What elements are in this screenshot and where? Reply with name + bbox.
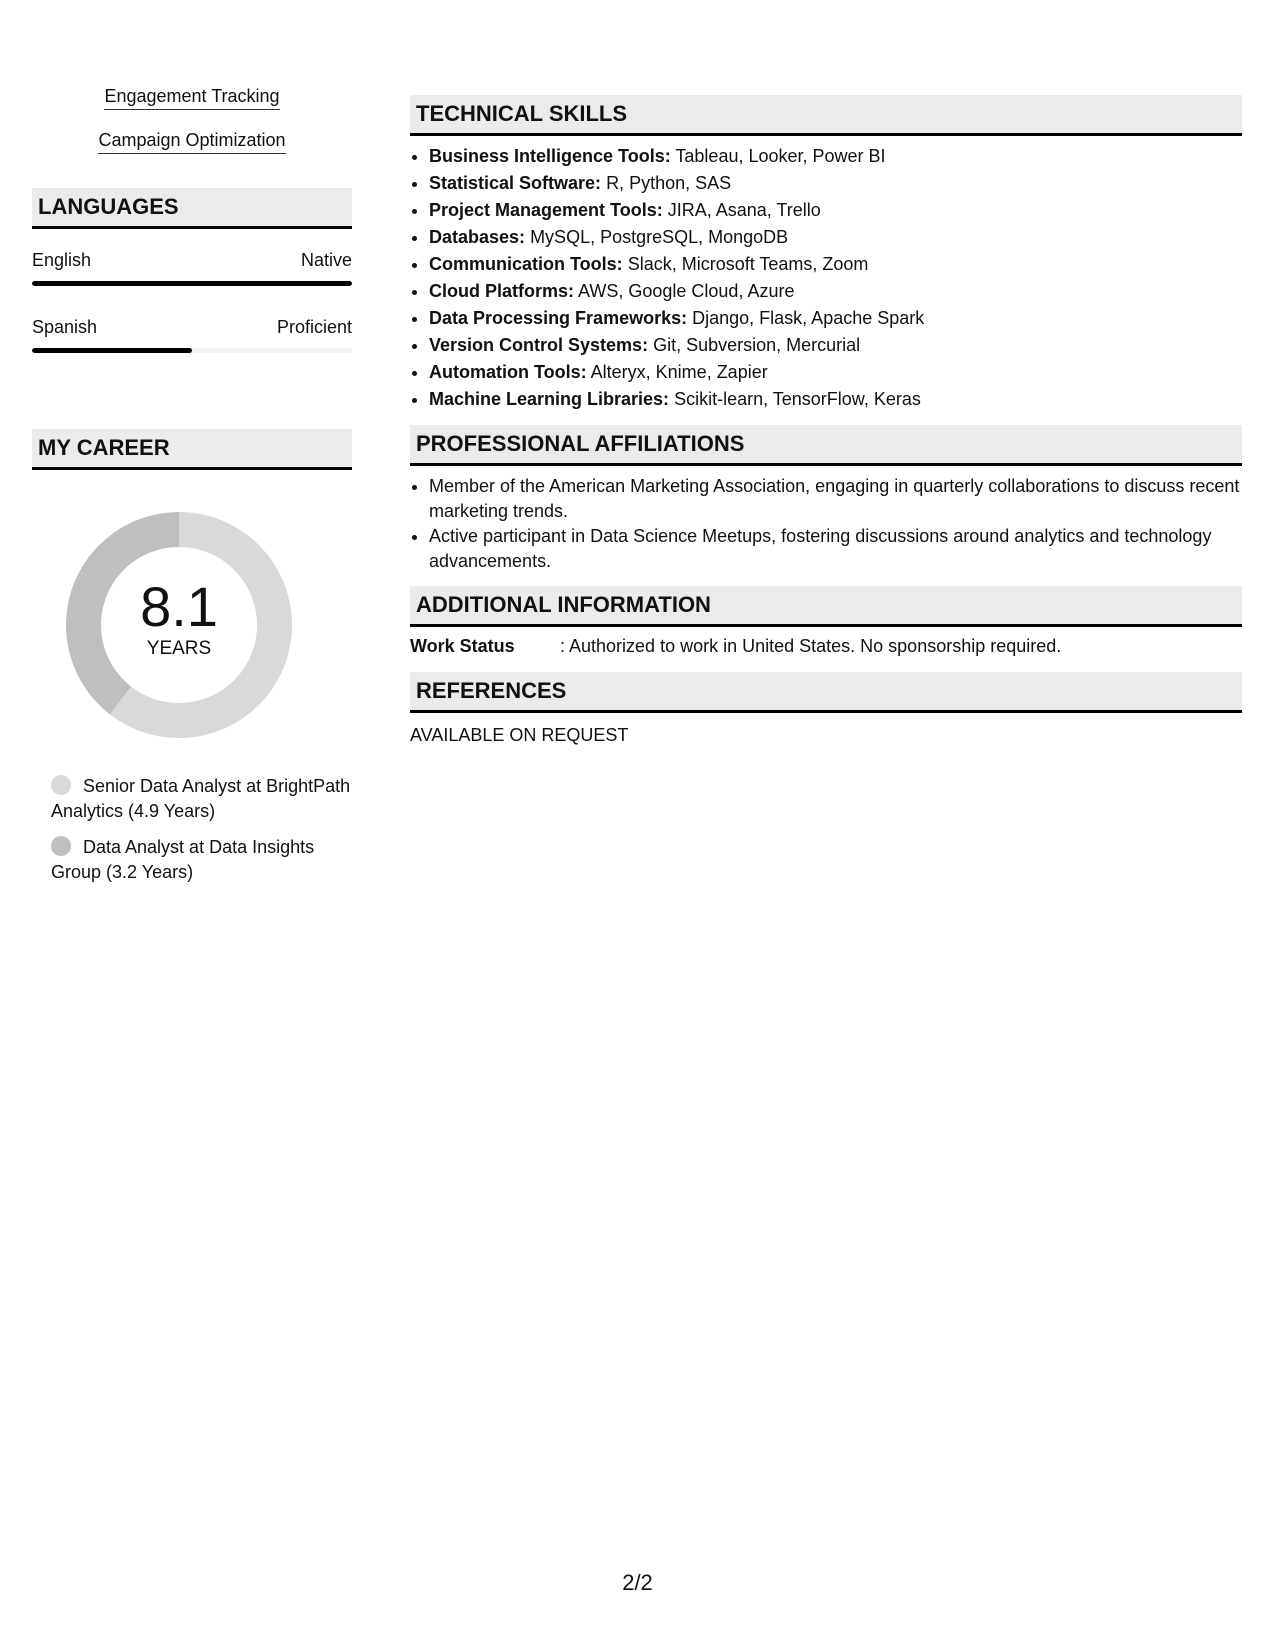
work-status-value: : Authorized to work in United States. No sponsorship required. [560,636,1062,656]
skill-category: Communication Tools: [429,254,623,274]
references-text: AVAILABLE ON REQUEST [410,725,629,745]
career-legend [32,774,351,885]
legend-item [51,774,351,824]
skill-category: Automation Tools: [429,362,587,382]
affiliations-list [410,474,1242,574]
skill-category: Cloud Platforms: [429,281,575,301]
skill-category: Data Processing Frameworks: [429,308,688,328]
technical-skills-list [410,143,1242,413]
donut-center [66,512,292,738]
skill-category: Databases: [429,227,526,247]
work-status-row [410,634,1242,658]
references-heading: REFERENCES [410,672,1242,713]
skill-values: AWS, Google Cloud, Azure [578,281,795,301]
skill-category: Project Management Tools: [429,200,663,220]
skill-tag: Engagement Tracking [104,84,279,110]
languages-heading: LANGUAGES [32,188,352,229]
skill-tag: Campaign Optimization [98,128,285,154]
career-donut-chart [66,512,292,738]
skill-values: Tableau, Looker, Power BI [675,146,886,166]
skill-values: JIRA, Asana, Trello [667,200,821,220]
skill-item [429,197,1242,224]
main-content [410,95,1242,747]
legend-label: Senior Data Analyst at BrightPath Analytics (4.9 Years) [51,776,351,821]
skill-item [429,386,1242,413]
skill-values: Django, Flask, Apache Spark [692,308,925,328]
skill-values: MySQL, PostgreSQL, MongoDB [530,227,789,247]
skill-item [429,251,1242,278]
language-bar-fill [32,348,192,353]
skill-category: Business Intelligence Tools: [429,146,671,166]
affiliations-heading: PROFESSIONAL AFFILIATIONS [410,425,1242,466]
page-number: 2/2 [622,1570,653,1595]
skill-item [429,359,1242,386]
skill-item [429,224,1242,251]
total-years: 8.1 [140,575,218,638]
language-name: Spanish [32,317,98,337]
language-level: Native [300,250,352,270]
language-bar [32,348,352,353]
skill-values: Scikit-learn, TensorFlow, Keras [674,389,921,409]
language-row-spanish [32,316,352,338]
years-unit: YEARS [146,638,212,659]
skill-values: Slack, Microsoft Teams, Zoom [627,254,869,274]
legend-dot [51,775,71,795]
skill-values: R, Python, SAS [606,173,732,193]
skill-values: Git, Subversion, Mercurial [653,335,861,355]
language-bar [32,281,352,286]
skill-category: Statistical Software: [429,173,602,193]
skill-item [429,143,1242,170]
legend-dot [51,836,71,856]
affiliation-item: • Member of the American Marketing Association, engaging in quarterly collaborations to discuss recent marketing trends. [429,474,1242,524]
skill-item [429,332,1242,359]
language-name: English [32,250,92,270]
legend-label: Data Analyst at Data Insights Group (3.2 Years) [51,837,315,882]
affiliation-item: • Active participant in Data Science Meetups, fostering discussions around analytics and technology advancements. [429,524,1242,574]
skill-item [429,170,1242,197]
skill-item [429,278,1242,305]
skill-item [429,305,1242,332]
language-bar-fill [32,281,352,286]
legend-item [51,835,351,885]
career-heading: MY CAREER [32,429,352,470]
skill-values: Alteryx, Knime, Zapier [590,362,768,382]
work-status-label: Work Status [410,636,515,656]
skill-category: Machine Learning Libraries: [429,389,670,409]
language-level: Proficient [276,317,352,337]
skill-category: Version Control Systems: [429,335,649,355]
additional-info-heading: ADDITIONAL INFORMATION [410,586,1242,627]
sidebar [32,84,352,896]
language-row-english [32,249,352,271]
technical-skills-heading: TECHNICAL SKILLS [410,95,1242,136]
